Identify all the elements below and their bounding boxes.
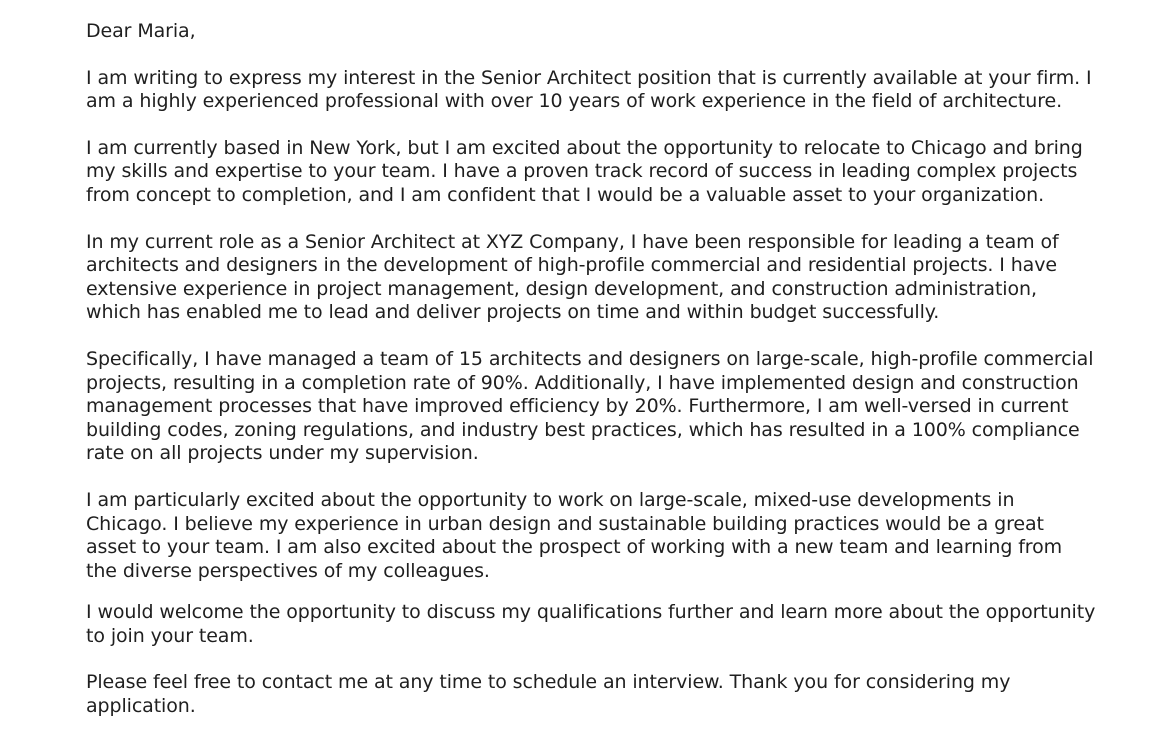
cover-letter <box>86 20 1096 719</box>
paragraph-achievements: Specifically, I have managed a team of 15 architects and designers on large-scale, high-profile commercial projects, resulting in a completion rate of 90%. Additionally, I have implemented design and construction management processes that have improved efficiency by 20%. Furthermore, I am well-versed in current building codes, zoning regulations, and industry best practices, which has resulted in a 100% compliance rate on all projects under my supervision. <box>86 347 1094 465</box>
paragraph-current-role: In my current role as a Senior Architect at XYZ Company, I have been responsible for leading a team of architects and designers in the development of high-profile commercial and residential projects. I have extensive experience in project management, design development, and construction administration, which has enabled me to lead and deliver projects on time and within budget successfully. <box>86 230 1059 324</box>
paragraph-discussion: I would welcome the opportunity to discuss my qualifications further and learn more about the opportunity to join your team. <box>86 601 1096 647</box>
paragraph-relocation: I am currently based in New York, but I am excited about the opportunity to relocate to Chicago and bring my skills and expertise to your team. I have a proven track record of success in leading complex projects from concept to completion, and I am confident that I would be a valuable asset to your organization. <box>86 136 1083 206</box>
paragraph-closing: Please feel free to contact me at any time to schedule an interview. Thank you for considering my application. <box>86 671 1011 718</box>
paragraph-interest: I am writing to express my interest in the Senior Architect position that is currently available at your firm. I am a highly experienced professional with over 10 years of work experience in the field of architecture. <box>86 66 1092 113</box>
paragraph-excitement: I am particularly excited about the opportunity to work on large-scale, mixed-use developments in Chicago. I believe my experience in urban design and sustainable building practices would be a great asset to your team. I am also excited about the prospect of working with a new team and learning from the diverse perspectives of my colleagues. <box>86 488 1063 582</box>
letter-salutation: Dear Maria, <box>86 20 196 42</box>
